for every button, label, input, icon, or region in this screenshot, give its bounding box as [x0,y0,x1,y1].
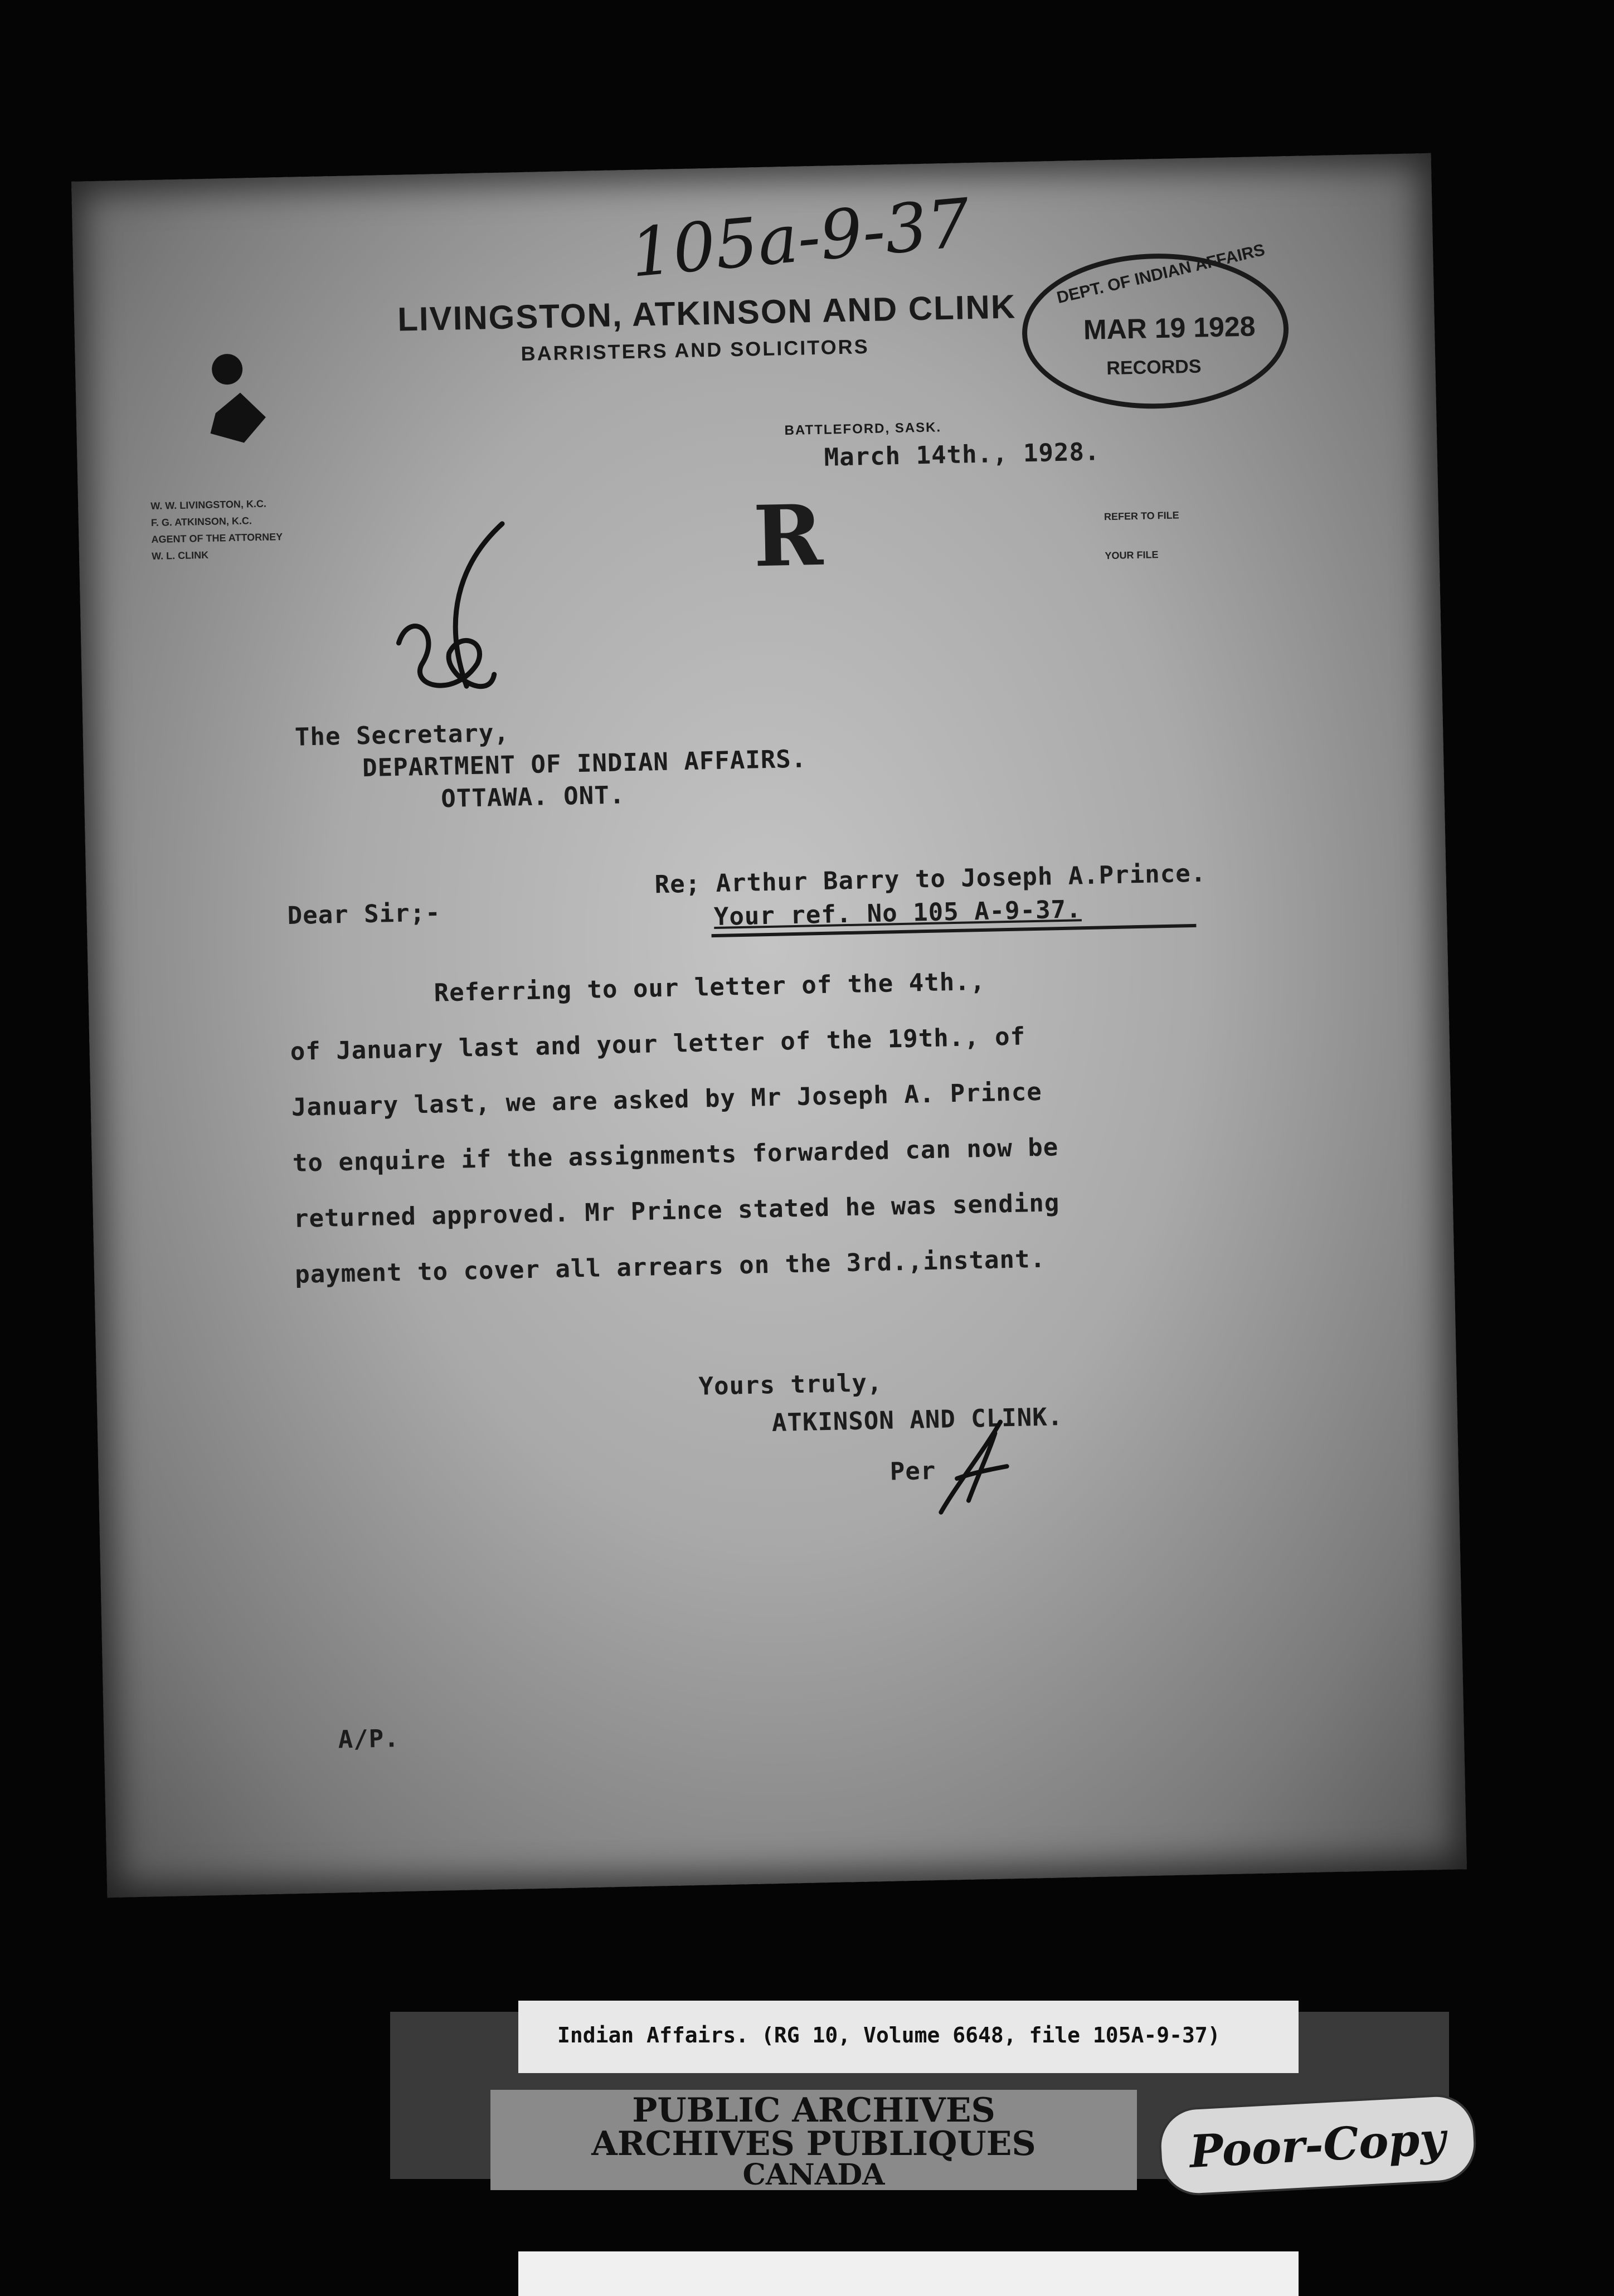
letterhead-location: BATTLEFORD, SASK. [784,420,942,439]
logo-mark [212,354,243,385]
partner-name: W. W. LIVINGSTON, K.C. [150,498,267,512]
canada-line: CANADA [742,2158,885,2192]
body-line: of January last and your letter of the 19th., of [290,1022,1026,1066]
body-line: payment to cover all arrears on the 3rd.,instant. [294,1244,1046,1289]
closing: Yours truly, [698,1368,883,1401]
typist-initials: A/P. [338,1724,400,1754]
signature-firm: ATKINSON AND CLINK. [771,1403,1063,1438]
stamp-date: MAR 19 1928 [1083,310,1256,346]
handwritten-signature [934,1416,1014,1518]
letterhead-firm-name: LIVINGSTON, ATKINSON AND CLINK [397,288,1017,338]
address-line: OTTAWA. ONT. [440,781,625,814]
re-line: Re; Arthur Barry to Joseph A.Prince. [654,859,1207,899]
per-label: Per [889,1456,936,1486]
reference-line: Your ref. No 105 A-9-37. [713,895,1082,932]
letter-page [71,153,1467,1898]
body-line: January last, we are asked by Mr Joseph A. Prince [291,1077,1043,1122]
bottom-card-edge [518,2251,1299,2296]
handwritten-initial-signature [374,517,545,721]
body-line: returned approved. Mr Prince stated he was sending [293,1189,1060,1233]
archive-reference-text: Indian Affairs. (RG 10, Volume 6648, file 105A-9-37) [557,2023,1221,2047]
handwritten-file-number: 105a-9-37 [627,184,974,293]
letter-body [289,952,1062,1303]
your-file-label: YOUR FILE [1105,549,1159,562]
address-line: The Secretary, [294,718,510,752]
body-line: Referring to our letter of the 4th., [434,967,986,1008]
partner-name: F. G. ATKINSON, K.C. [150,515,252,529]
salutation: Dear Sir;- [287,898,441,931]
partner-name: AGENT OF THE ATTORNEY [151,531,283,546]
partner-list [150,495,283,565]
body-line: to enquire if the assignments forwarded can now be [292,1133,1059,1178]
poor-copy-stamp: Poor-Copy [1157,2093,1477,2197]
letter-date: March 14th., 1928. [824,437,1100,472]
stamp-records: RECORDS [1106,356,1202,380]
refer-to-file-label: REFER TO FILE [1103,509,1179,523]
logo-mark-shape [210,392,266,444]
archives-publiques-line: ARCHIVES PUBLIQUES [591,2124,1036,2163]
address-line: DEPARTMENT OF INDIAN AFFAIRS. [362,745,807,783]
letterhead-subtitle: BARRISTERS AND SOLICITORS [521,334,869,366]
stamp-department: DEPT. OF INDIAN AFFAIRS [1055,240,1267,308]
public-archives-line: PUBLIC ARCHIVES [632,2091,995,2130]
partner-name: W. L. CLINK [151,549,209,562]
registry-r-mark: R [752,486,824,586]
